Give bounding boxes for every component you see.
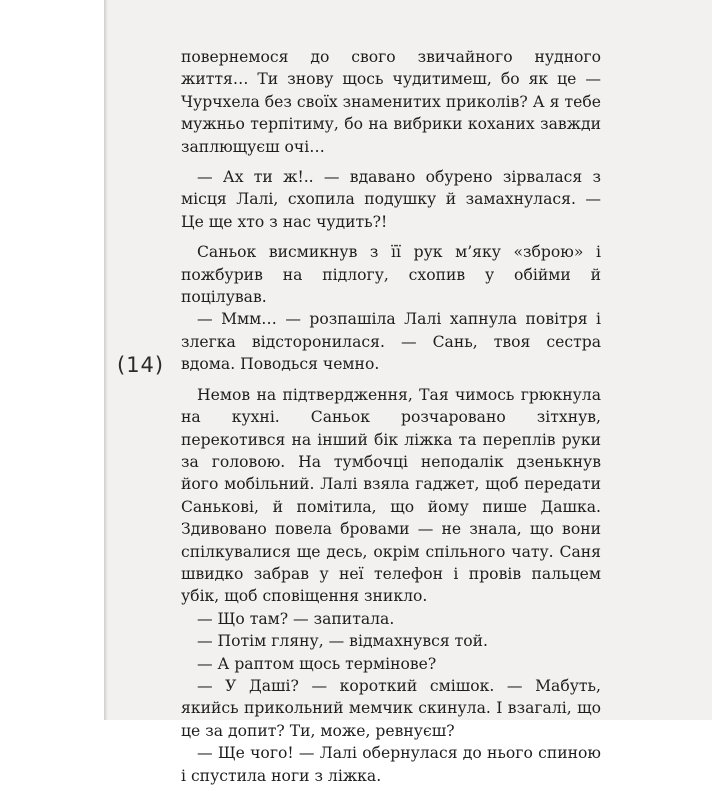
page-spine-shadow — [104, 0, 108, 720]
paragraph: — У Даші? — короткий смішок. — Мабуть, якийсь прикольний мемчик скинула. І взагалі, що це за допит? Ти, може, ревнуєш? — [181, 676, 601, 740]
page-number: (14) — [117, 353, 165, 377]
paragraph: Саньок висмикнув з її рук м’яку «зброю» і пожбурив на підлогу, схопив у обійми й поцілував. — [181, 243, 601, 307]
paragraph: — Потім гляну, — відмахнувся той. — [197, 632, 489, 651]
paragraph: — А раптом щось термінове? — [197, 654, 437, 673]
paragraph: — Ах ти ж!.. — вдавано обурено зірвалася з місця Лалі, схопила подушку й замахнулася. — Це ще хто з нас чудить?! — [181, 168, 601, 231]
paragraph: — Що там? — запитала. — [197, 609, 395, 628]
paragraph: Немов на підтвердження, Тая чимось грюкнула на кухні. Саньок розчаровано зітхнув, перекотився на інший бік ліжка та переплів руки за головою. На тумбочці неподалік дзенькнув його мобільний. Лалі взяла гаджет, щоб передати Санькові, й помітила, що йому пише Дашка. Здивовано повела бровами — не знала, що вони спілкувалися ще десь, окрім спільного чату. Саня швидко забрав у неї телефон і провів пальцем убік, щоб сповіщення зникло. — [181, 385, 601, 606]
paragraph: — Ще чого! — Лалі обернулася до нього спиною і спустила ноги з ліжка. — [181, 744, 601, 785]
paragraph: — Ммм… — розпашіла Лалі хапнула повітря і злегка відсторонилася. — Сань, твоя сестра вдома. Поводься чемно. — [181, 310, 601, 374]
paragraph: повернемося до свого звичайного нудного життя… Ти знову щось чудитимеш, бо як це — Чурчхела без своїх знаменитих приколів? А я тебе мужньо терпітиму, бо на вибрики коханих завжди заплющуєш очі… — [181, 48, 601, 156]
page-body — [181, 46, 601, 787]
